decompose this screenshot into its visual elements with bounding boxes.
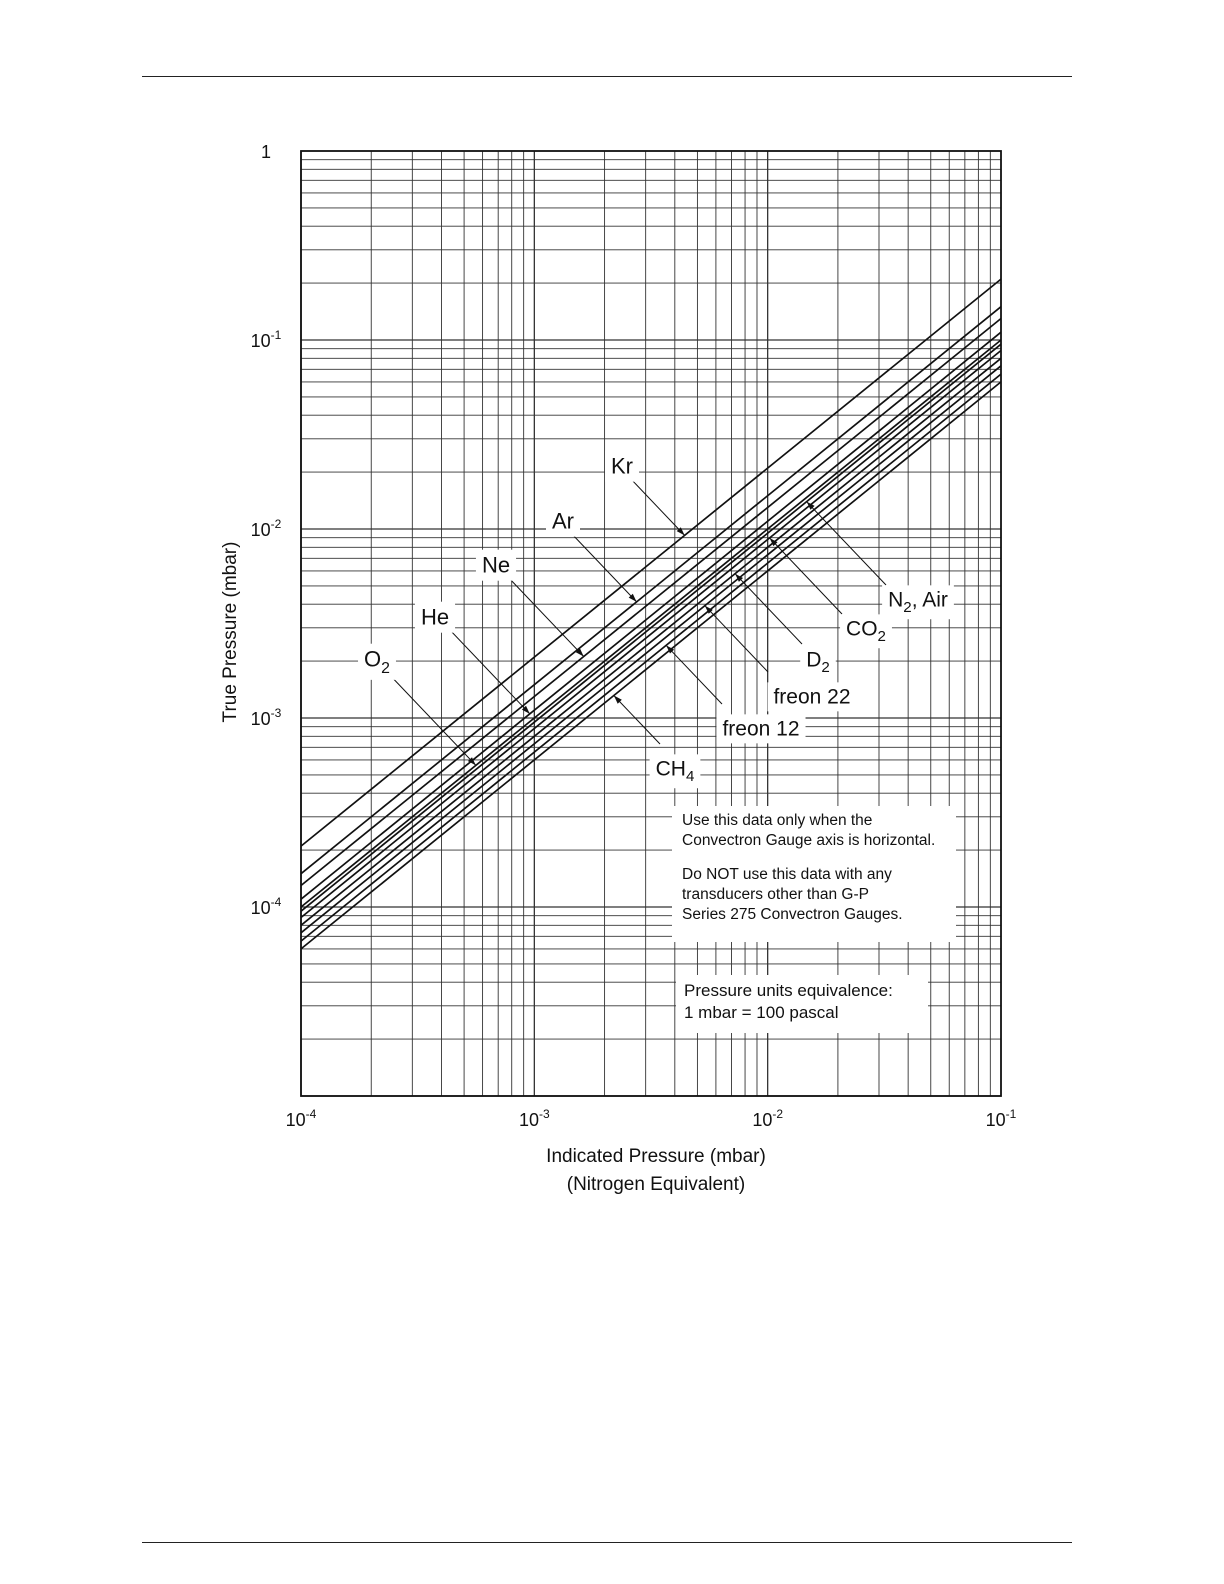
leader-line — [705, 606, 768, 672]
leader-line — [508, 577, 584, 657]
series-label-main: Ne — [481, 552, 511, 578]
y-axis-label: True Pressure (mbar) — [220, 541, 241, 723]
tick-base: 10 — [752, 1110, 773, 1130]
series-label-subscript: 2 — [821, 659, 830, 677]
series-label-main: N — [888, 588, 904, 612]
note-line: Series 275 Convectron Gauges. — [682, 906, 903, 923]
note-line: Use this data only when the — [682, 812, 873, 829]
leader-line — [770, 538, 842, 614]
x-tick-label — [519, 1107, 550, 1130]
series-label-subscript: 2 — [903, 599, 912, 617]
units-line: Pressure units equivalence: — [684, 981, 893, 1000]
label-leader-lines — [386, 478, 886, 765]
tick-exponent: -1 — [270, 328, 282, 342]
tick-exponent: -3 — [270, 706, 282, 720]
y-tick-label — [251, 895, 282, 918]
series-label-main: freon 12 — [722, 717, 800, 741]
tick-exponent: -2 — [270, 517, 282, 531]
tick-exponent: -4 — [305, 1107, 317, 1121]
leader-line — [571, 533, 637, 602]
units-equivalence — [684, 980, 944, 1024]
x-axis-sublabel: (Nitrogen Equivalent) — [566, 1174, 746, 1195]
series-label-main: He — [420, 604, 450, 630]
x-tick-label — [752, 1107, 783, 1130]
series-label-subscript: 2 — [877, 628, 886, 646]
units-line: 1 mbar = 100 pascal — [684, 1003, 839, 1022]
tick-base: 10 — [985, 1110, 1006, 1130]
usage-notes — [682, 811, 972, 925]
series-label-main: Ar — [552, 508, 574, 534]
tick-exponent: -2 — [772, 1107, 784, 1121]
y-tick-label — [251, 517, 282, 540]
series-label-main: CO — [846, 617, 878, 641]
x-axis-ticks — [286, 1107, 1017, 1130]
tick-base: 10 — [250, 898, 271, 918]
series-label-ar — [552, 509, 574, 534]
tick-base: 10 — [250, 709, 271, 729]
x-tick-label — [986, 1107, 1017, 1130]
series-label-he — [421, 605, 449, 630]
y-axis-ticks — [251, 142, 282, 918]
series-label-freon-12 — [722, 717, 799, 740]
note-line: Convectron Gauge axis is horizontal. — [682, 832, 936, 849]
tick-base: 10 — [250, 520, 271, 540]
series-label-suffix: , Air — [911, 588, 948, 612]
x-tick-label — [286, 1107, 317, 1130]
leader-line — [807, 502, 886, 585]
tick-exponent: -4 — [270, 895, 282, 909]
series-label-ne — [482, 553, 510, 578]
tick-exponent: -1 — [1005, 1107, 1017, 1121]
note-line: Do NOT use this data with any — [682, 866, 892, 883]
series-label-kr — [611, 454, 633, 479]
x-axis-label: Indicated Pressure (mbar) — [546, 1146, 766, 1167]
leader-line — [630, 478, 685, 535]
tick-base: 10 — [285, 1110, 306, 1130]
footer-rule — [142, 1542, 1072, 1543]
note-line: transducers other than G-P — [682, 886, 869, 903]
series-label-subscript: 4 — [685, 768, 695, 786]
series-label-main: CH — [655, 757, 686, 781]
tick-base: 10 — [250, 331, 271, 351]
y-tick-label — [251, 328, 282, 351]
tick-exponent: -3 — [539, 1107, 550, 1121]
series-label-freon-22 — [773, 685, 850, 708]
y-tick-label — [261, 142, 271, 162]
series-label-main: D — [806, 648, 822, 672]
series-label-main: Kr — [611, 453, 633, 479]
series-label-main: O — [364, 646, 382, 672]
tick-base: 10 — [518, 1110, 540, 1130]
y-tick-label — [251, 706, 282, 729]
tick-base: 1 — [260, 142, 272, 162]
series-label-subscript: 2 — [381, 659, 390, 677]
series-label-main: freon 22 — [773, 685, 851, 709]
